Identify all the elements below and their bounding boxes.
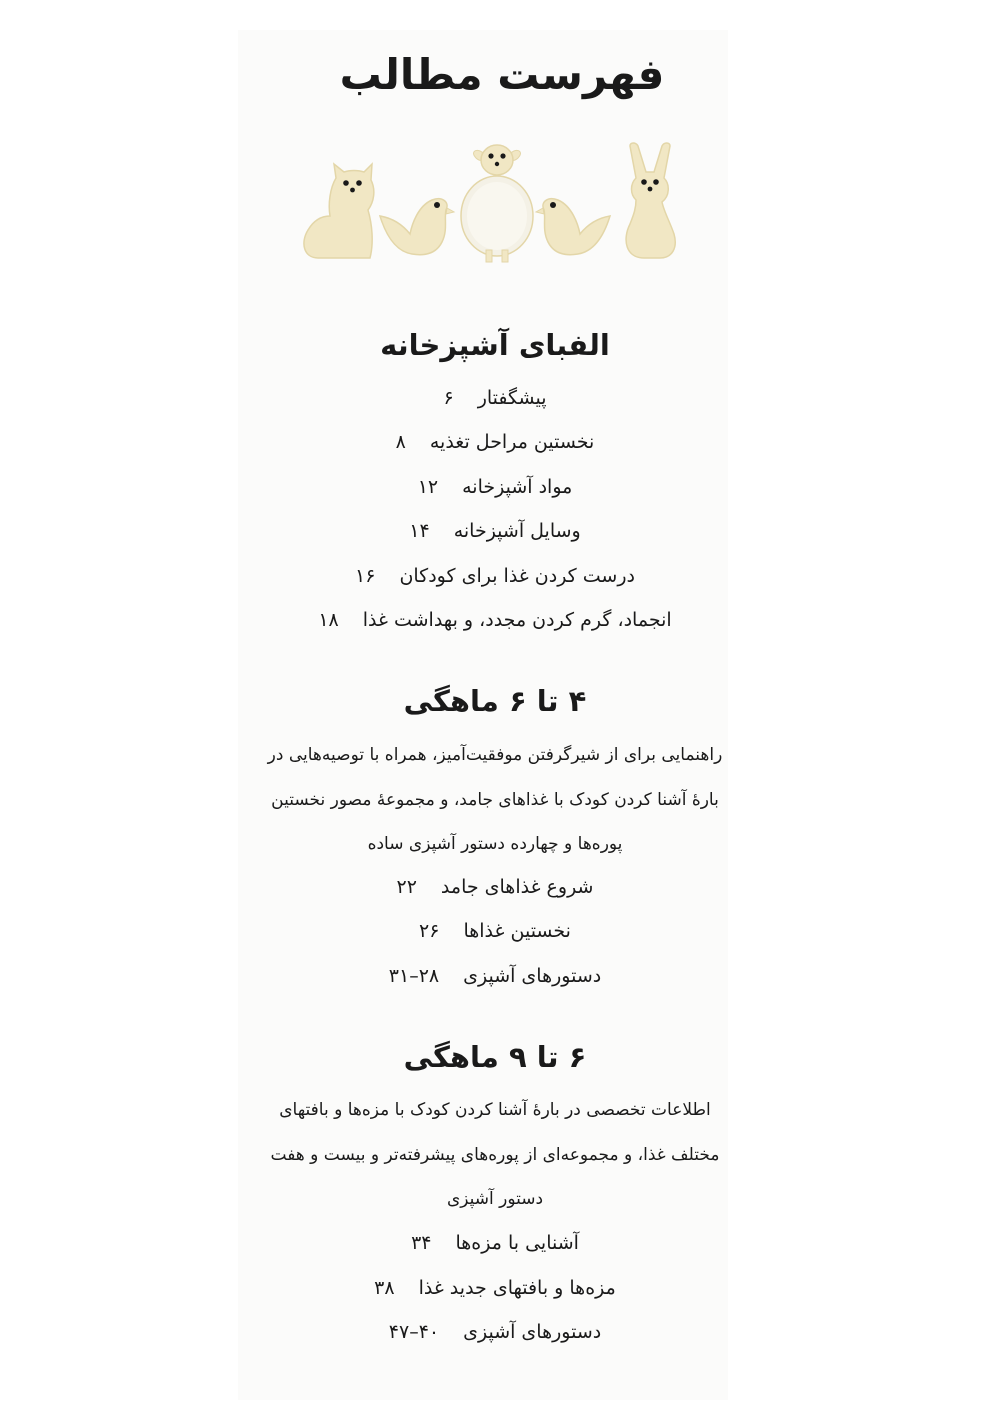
toc-entry-page: ۱۸ bbox=[318, 609, 339, 631]
toc-entry-label: شروع غذاهای جامد bbox=[440, 876, 594, 898]
toc-entry-page: ۱۲ bbox=[417, 476, 439, 498]
toc-entry-page: ۲۲ bbox=[396, 876, 417, 898]
toc-entry-page: ۳۸ bbox=[374, 1277, 395, 1299]
toc-entry[interactable] bbox=[0, 919, 990, 943]
toc-entry[interactable] bbox=[0, 475, 990, 499]
section-heading-kitchen-basics: الفبای آشپزخانه bbox=[380, 328, 610, 362]
toc-entry-page: ۳۴ bbox=[411, 1232, 432, 1254]
section-description: اطلاعات تخصصی در بارهٔ آشنا کردن کودک با مزه‌ها و بافتهای bbox=[279, 1100, 711, 1120]
toc-entry-label: انجماد، گرم کردن مجدد، و بهداشت غذا bbox=[362, 609, 672, 631]
toc-entry-label: نخستین مراحل تغذیه bbox=[429, 431, 595, 453]
toc-entry[interactable] bbox=[0, 564, 990, 588]
section-description: مختلف غذا، و مجموعه‌ای از پوره‌های پیشرفته‌تر و بیست و هفت bbox=[270, 1145, 720, 1165]
toc-entry[interactable] bbox=[0, 430, 990, 454]
section-description: پوره‌ها و چهارده دستور آشپزی ساده bbox=[367, 834, 623, 854]
toc-entry[interactable] bbox=[0, 519, 990, 543]
toc-entry-label: نخستین غذاها bbox=[463, 920, 571, 942]
toc-entry[interactable] bbox=[0, 386, 990, 410]
toc-entry-label: وسایل آشپزخانه bbox=[453, 520, 581, 542]
toc-entry-label: درست کردن غذا برای کودکان bbox=[399, 565, 635, 587]
toc-entry-page: ۲۸–۳۱ bbox=[388, 965, 440, 987]
section-description: راهنمایی برای از شیرگرفتن موفقیت‌آمیز، همراه با توصیه‌هایی در bbox=[267, 745, 723, 765]
section-description: دستور آشپزی bbox=[446, 1189, 544, 1209]
toc-entry[interactable] bbox=[0, 964, 990, 988]
toc-entry-label: مزه‌ها و بافتهای جدید غذا bbox=[418, 1277, 616, 1299]
toc-entry-label: مواد آشپزخانه bbox=[462, 476, 573, 498]
toc-entry[interactable] bbox=[0, 875, 990, 899]
toc-entry-page: ۱۴ bbox=[409, 520, 430, 542]
toc-entry[interactable] bbox=[0, 1276, 990, 1300]
toc-entry-page: ۱۶ bbox=[355, 565, 376, 587]
toc-entry[interactable] bbox=[0, 608, 990, 632]
cookie-illustration bbox=[300, 138, 690, 263]
toc-entry[interactable] bbox=[0, 1231, 990, 1255]
chick-cookie-icon bbox=[536, 199, 610, 255]
cat-cookie-icon bbox=[304, 164, 374, 258]
section-heading-4-6-months: ۴ تا ۶ ماهگی bbox=[403, 684, 587, 718]
toc-entry[interactable] bbox=[0, 1320, 990, 1344]
chick-cookie-icon bbox=[380, 199, 454, 255]
toc-entry-page: ۴۰–۴۷ bbox=[388, 1321, 440, 1343]
toc-entry-label: دستورهای آشپزی bbox=[463, 1321, 602, 1343]
toc-entry-page: ۲۶ bbox=[419, 920, 440, 942]
toc-entry-page: ۸ bbox=[395, 431, 406, 453]
section-description: بارهٔ آشنا کردن کودک با غذاهای جامد، و مجموعهٔ مصور نخستین bbox=[271, 790, 719, 810]
section-heading-6-9-months: ۶ تا ۹ ماهگی bbox=[403, 1040, 587, 1074]
toc-entry-page: ۶ bbox=[443, 387, 454, 409]
toc-entry-label: دستورهای آشپزی bbox=[463, 965, 602, 987]
page-title: فهرست مطالب bbox=[339, 50, 665, 99]
sheep-cookie-icon bbox=[461, 145, 533, 262]
rabbit-cookie-icon bbox=[626, 143, 675, 258]
toc-entry-label: پیشگفتار bbox=[477, 387, 547, 409]
toc-entry-label: آشنایی با مزه‌ها bbox=[455, 1232, 579, 1254]
